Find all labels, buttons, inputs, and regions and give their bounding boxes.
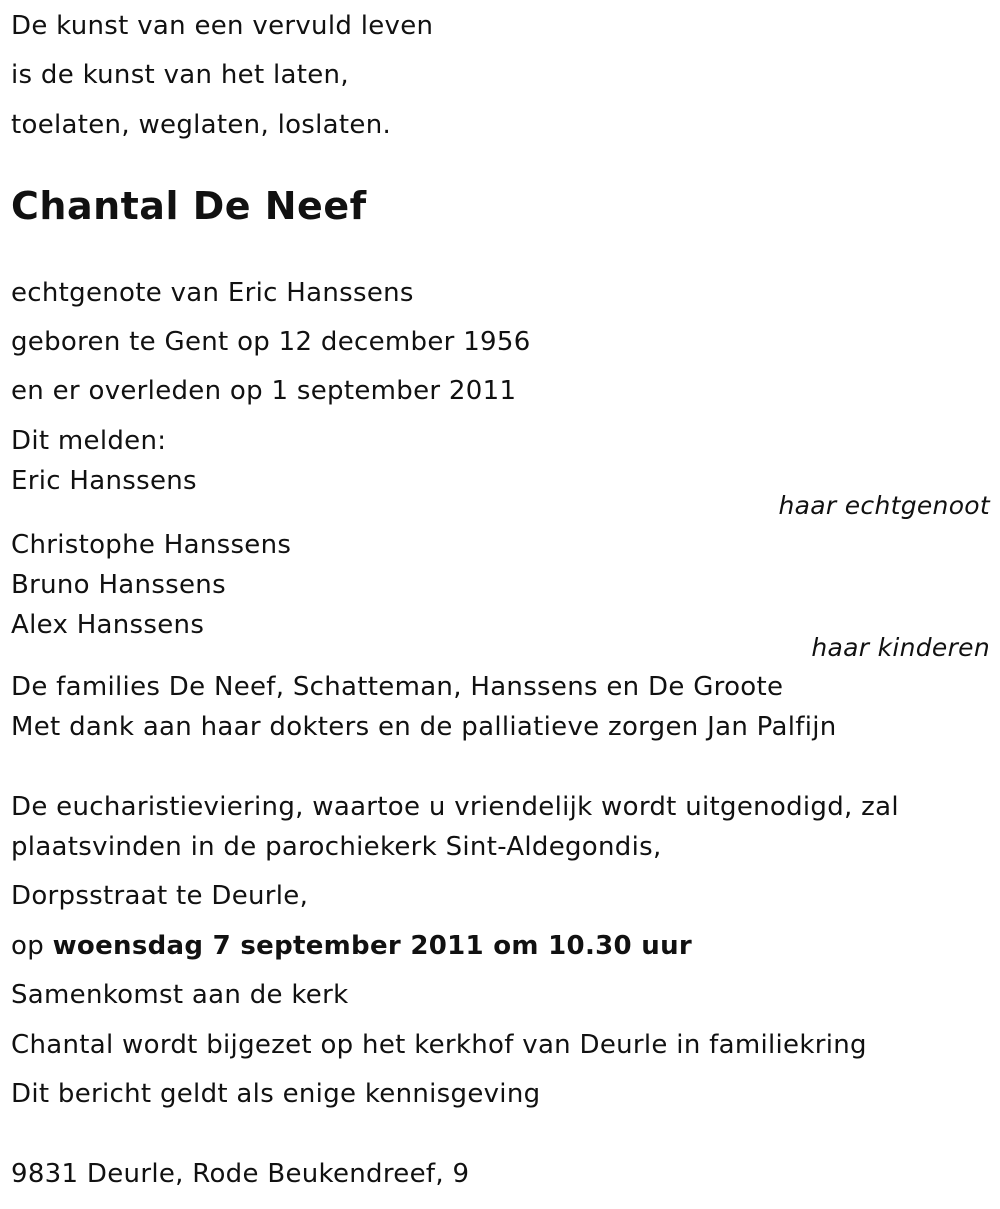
children-role: haar kinderen [811,633,990,662]
ceremony-line-1: De eucharistieviering, waartoe u vriendelijk wordt uitgenodigd, zal [11,792,899,822]
ceremony-line-3: Dorpsstraat te Deurle, [11,881,309,911]
spouse-role: haar echtgenoot [778,491,990,520]
burial-line: Chantal wordt bijgezet op het kerkhof van Deurle in familiekring [11,1030,867,1060]
spouse-name: Eric Hanssens [11,466,197,496]
announce-label: Dit melden: [11,426,167,456]
gathering-line: Samenkomst aan de kerk [11,980,349,1010]
child-name-1: Christophe Hanssens [11,530,292,560]
bio-birth-line: geboren te Gent op 12 december 1956 [11,327,531,357]
child-name-2: Bruno Hanssens [11,570,226,600]
notice-line: Dit bericht geldt als enige kennisgeving [11,1079,541,1109]
ceremony-date: woensdag 7 september 2011 om 10.30 uur [52,931,693,961]
bio-death-line: en er overleden op 1 september 2011 [11,376,517,406]
address-line: 9831 Deurle, Rode Beukendreef, 9 [11,1159,470,1189]
ceremony-line-2: plaatsvinden in de parochiekerk Sint-Aldegondis, [11,832,662,862]
families-line: De families De Neef, Schatteman, Hanssens en De Groote [11,672,784,702]
deceased-name: Chantal De Neef [11,184,367,228]
ceremony-date-line [11,930,692,962]
poem-line-3: toelaten, weglaten, loslaten. [11,110,392,140]
ceremony-date-prefix: op [11,931,45,961]
bio-spouse-line: echtgenote van Eric Hanssens [11,278,414,308]
poem-line-2: is de kunst van het laten, [11,60,349,90]
poem-line-1: De kunst van een vervuld leven [11,11,434,41]
thanks-line: Met dank aan haar dokters en de palliatieve zorgen Jan Palfijn [11,712,837,742]
child-name-3: Alex Hanssens [11,610,205,640]
